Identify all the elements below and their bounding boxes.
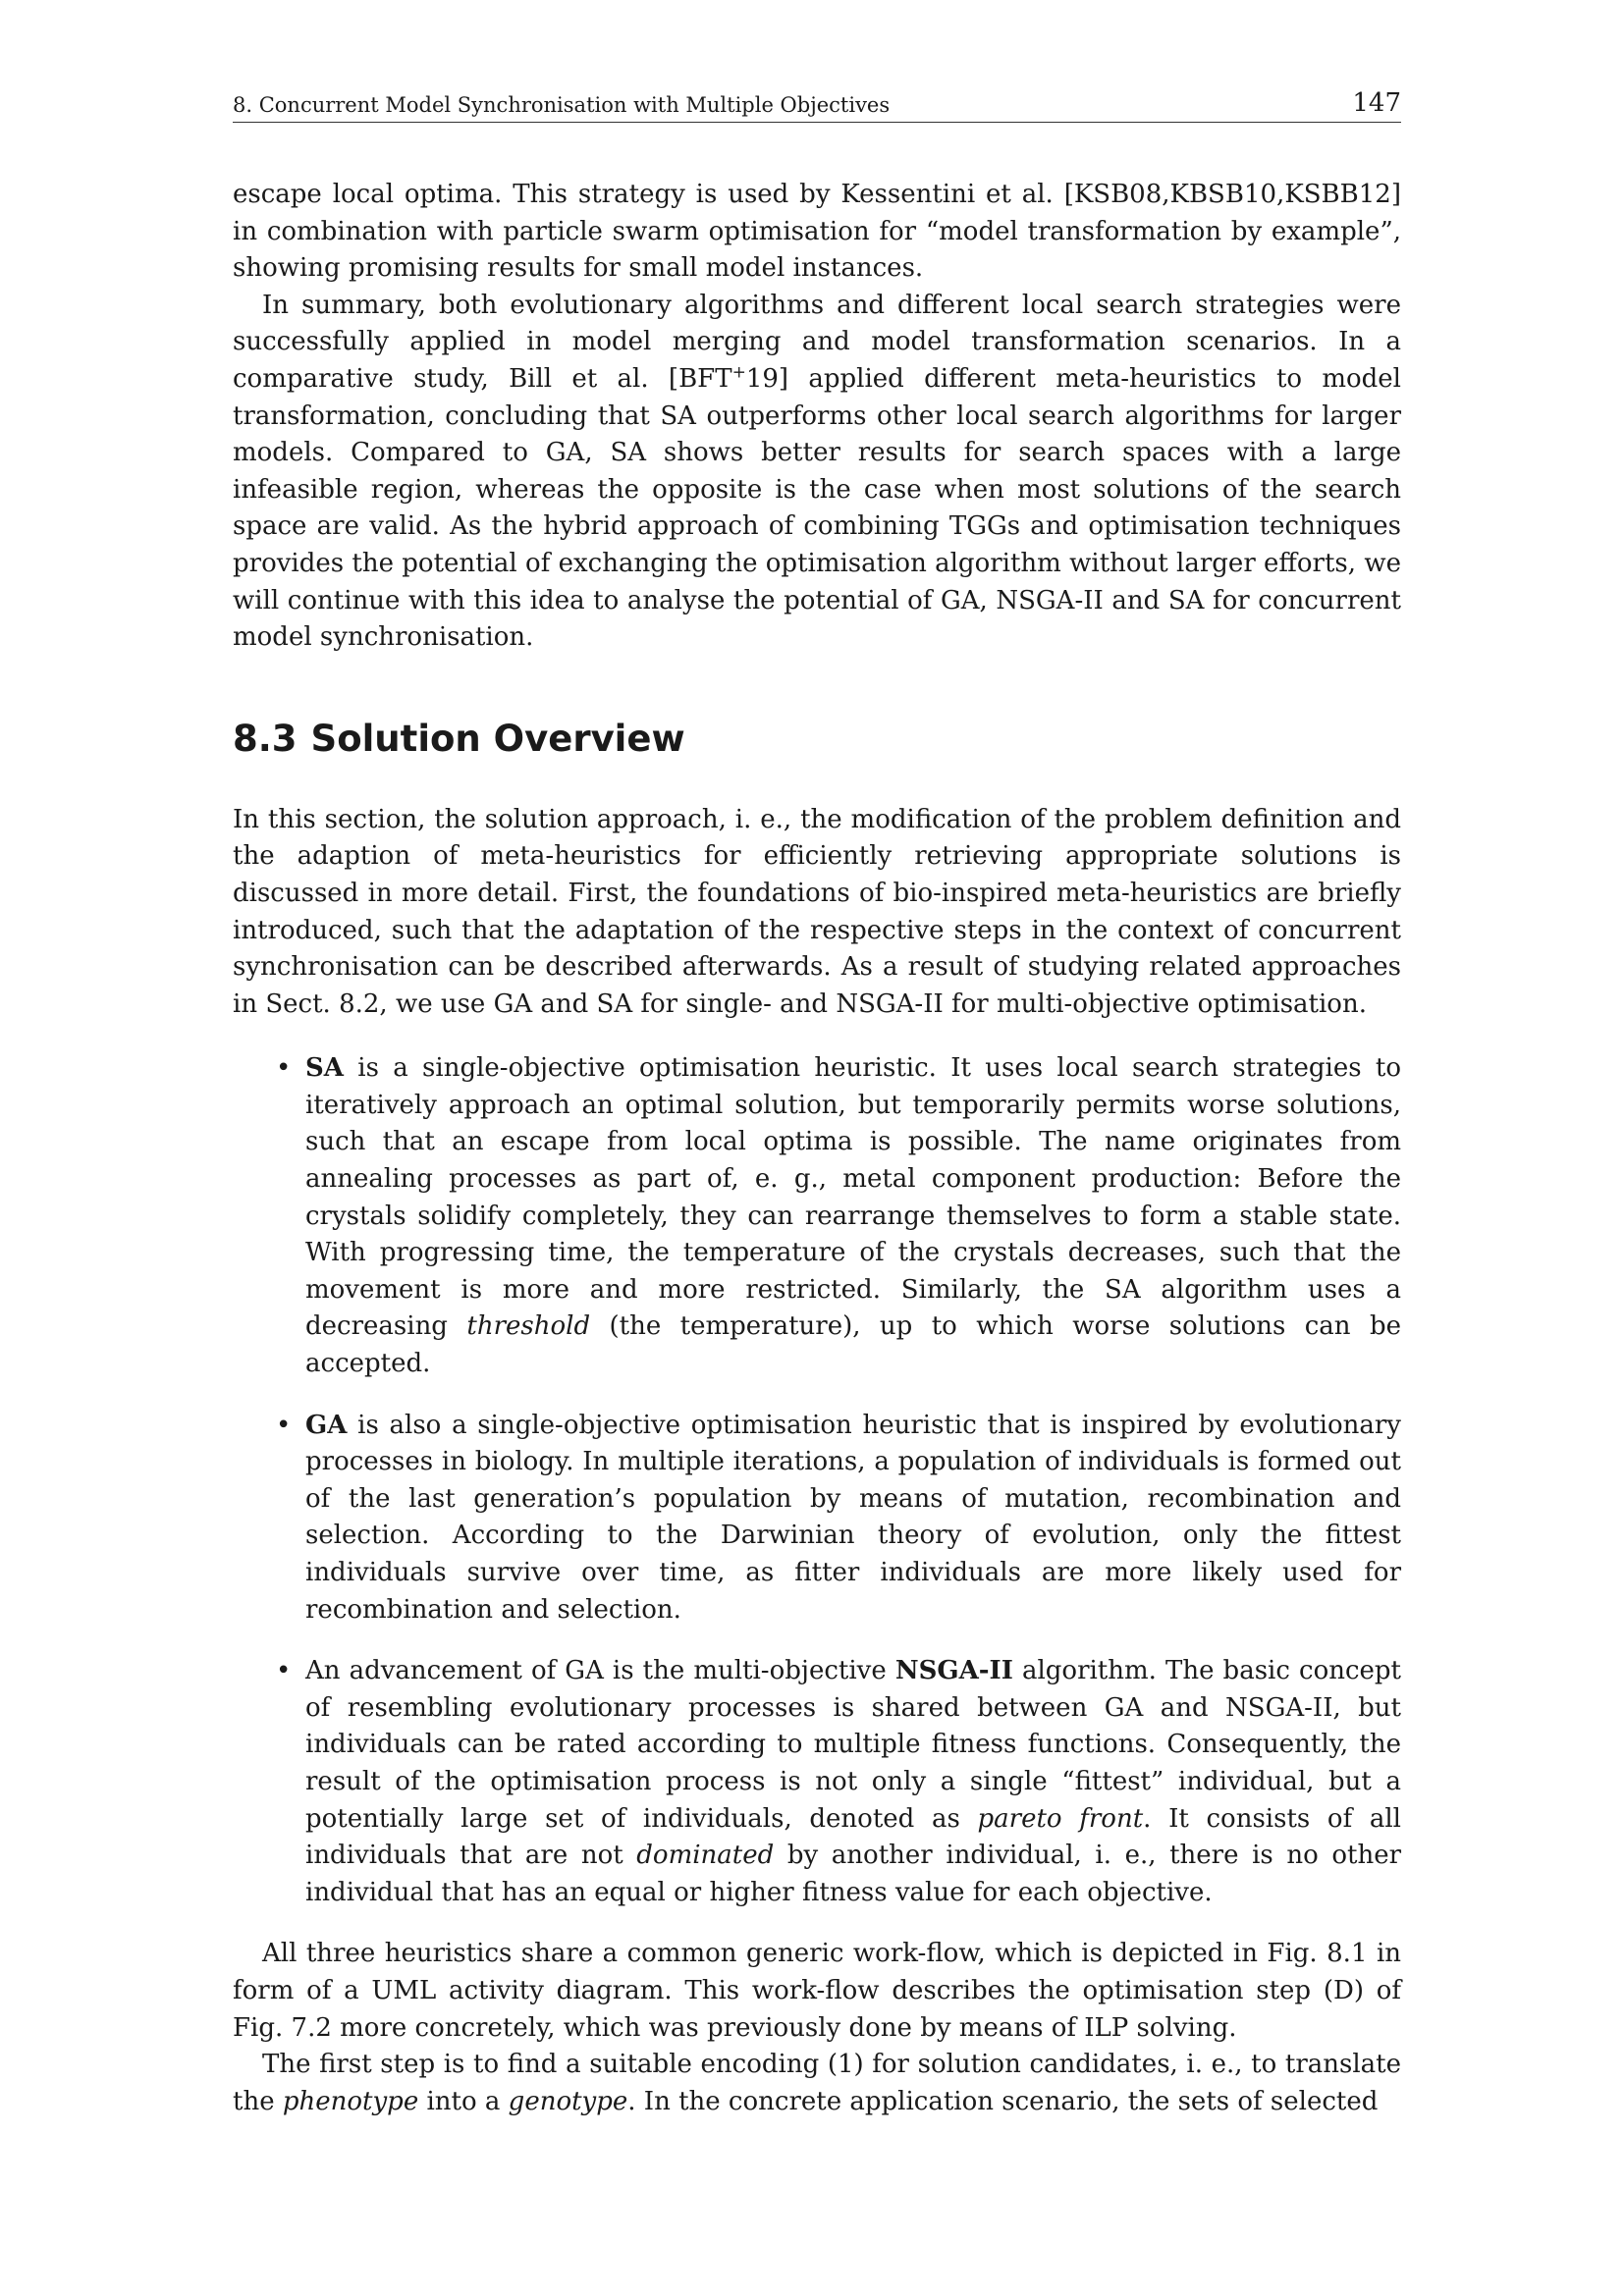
citation-superscript: +	[731, 362, 746, 383]
list-item-nsga	[276, 1653, 1402, 1911]
paragraph-text: The first step is to find a suitable encoding (1) for solution candidates, i. e., to translate the	[233, 2050, 1401, 2116]
list-item-ga	[276, 1408, 1401, 1629]
heuristics-list	[233, 1050, 1401, 1911]
bullet-icon: •	[276, 1053, 292, 1084]
section-title: Solution Overview	[310, 717, 685, 760]
term-ga: GA	[305, 1410, 348, 1440]
paragraph-text: . In the concrete application scenario, the sets of selected	[627, 2086, 1379, 2116]
chapter-title: 8. Concurrent Model Synchronisation with Multiple Objectives	[233, 93, 891, 117]
paragraph-workflow	[233, 1936, 1401, 2047]
paragraph-encoding	[233, 2047, 1401, 2120]
paragraph-text: into a	[418, 2086, 509, 2116]
page-number: 147	[1352, 88, 1401, 118]
paragraph-text: In this section, the solution approach, i. e., the modification of the problem definition and the adaption of meta-heuristics for efficiently retrieving appropriate solutions is discussed in more detail. First, the foundations of bio-inspired meta-heuristics are briefly introduced, such that the adaptation of the respective steps in the context of concurrent synchronisation can be described afterwards. As a result of studying related approaches in Sect. 8.2, we use GA and SA for single- and NSGA-II for multi-objective optimisation.	[233, 804, 1401, 1019]
term-sa: SA	[305, 1053, 344, 1084]
bullet-icon: •	[276, 1656, 292, 1686]
paragraph-intro	[233, 802, 1401, 1024]
bullet-icon: •	[276, 1410, 292, 1440]
term-nsga: NSGA-II	[894, 1656, 1013, 1686]
section-number: 8.3	[233, 717, 298, 760]
paragraph-summary	[233, 288, 1401, 657]
emphasis-genotype: genotype	[508, 2086, 628, 2116]
list-item-text: (the temperature), up to which worse solutions can be accepted.	[305, 1311, 1401, 1379]
paragraph-text: escape local optima. This strategy is used by Kessentini et al. [KSB08,KBSB10,KSBB12] in combination with particle swarm optimisation for “model transformation by example”, showing promising results for small model instances.	[233, 180, 1401, 284]
list-item-text: . It consists of all individuals that are not	[305, 1803, 1401, 1871]
body-text	[233, 177, 1401, 2120]
emphasis-threshold: threshold	[466, 1311, 591, 1342]
paragraph-text: 19] applied different meta-heuristics to model transformation, concluding that SA outperforms other local search algorithms for larger models. Compared to GA, SA shows better results for search spaces with a large infeasible region, whereas the opposite is the case when most solutions of the search space are valid. As the hybrid approach of combining TGGs and optimisation techniques provides the potential of exchanging the optimisation algorithm without larger efforts, we will continue with this idea to analyse the potential of GA, NSGA-II and SA for concurrent model synchronisation.	[233, 363, 1401, 653]
section-heading	[233, 716, 1401, 763]
running-header	[233, 86, 1401, 123]
list-item-text: is a single-objective optimisation heuristic. It uses local search strategies to iteratively approach an optimal solution, but temporarily permits worse solutions, such that an escape from local optima is possible. The name originates from annealing processes as part of, e. g., metal component production: Before the crystals solidify completely, they can rearrange themselves to form a stable state. With progressing time, the temperature of the crystals decreases, such that the movement is more and more restricted. Similarly, the SA algorithm uses a decreasing	[305, 1053, 1401, 1342]
emphasis-phenotype: phenotype	[282, 2086, 419, 2116]
list-item-text: An advancement of GA is the multi-objective	[305, 1656, 895, 1686]
list-item-text: algorithm. The basic concept of resembling evolutionary processes is shared between GA and NSGA-II, but individuals can be rated according to multiple fitness functions. Consequently, the result of the optimisation process is not only a single “fittest” individual, but a potentially large set of individuals, denoted as	[305, 1656, 1402, 1834]
emphasis-pareto-front: pareto front	[977, 1803, 1144, 1834]
paragraph-text: All three heuristics share a common generic work-flow, which is depicted in Fig. 8.1 in form of a UML activity diagram. This work-flow describes the optimisation step (D) of Fig. 7.2 more concretely, which was previously done by means of ILP solving.	[233, 1939, 1401, 2043]
list-item-text: is also a single-objective optimisation heuristic that is inspired by evolutionary processes in biology. In multiple iterations, a population of individuals is formed out of the last generation’s population by means of mutation, recombination and selection. According to the Darwinian theory of evolution, only the fittest individuals survive over time, as fitter individuals are more likely used for recombination and selection.	[305, 1410, 1401, 1625]
list-item-text: by another individual, i. e., there is no other individual that has an equal or higher fitness value for each objective.	[305, 1841, 1402, 1907]
emphasis-dominated: dominated	[636, 1841, 775, 1871]
paragraph-text: In summary, both evolutionary algorithms and different local search strategies were successfully applied in model merging and model transformation scenarios. In a comparative study, Bill et al. [BFT	[233, 290, 1401, 394]
paragraph-continuation	[233, 177, 1401, 288]
list-item-sa	[276, 1050, 1401, 1382]
